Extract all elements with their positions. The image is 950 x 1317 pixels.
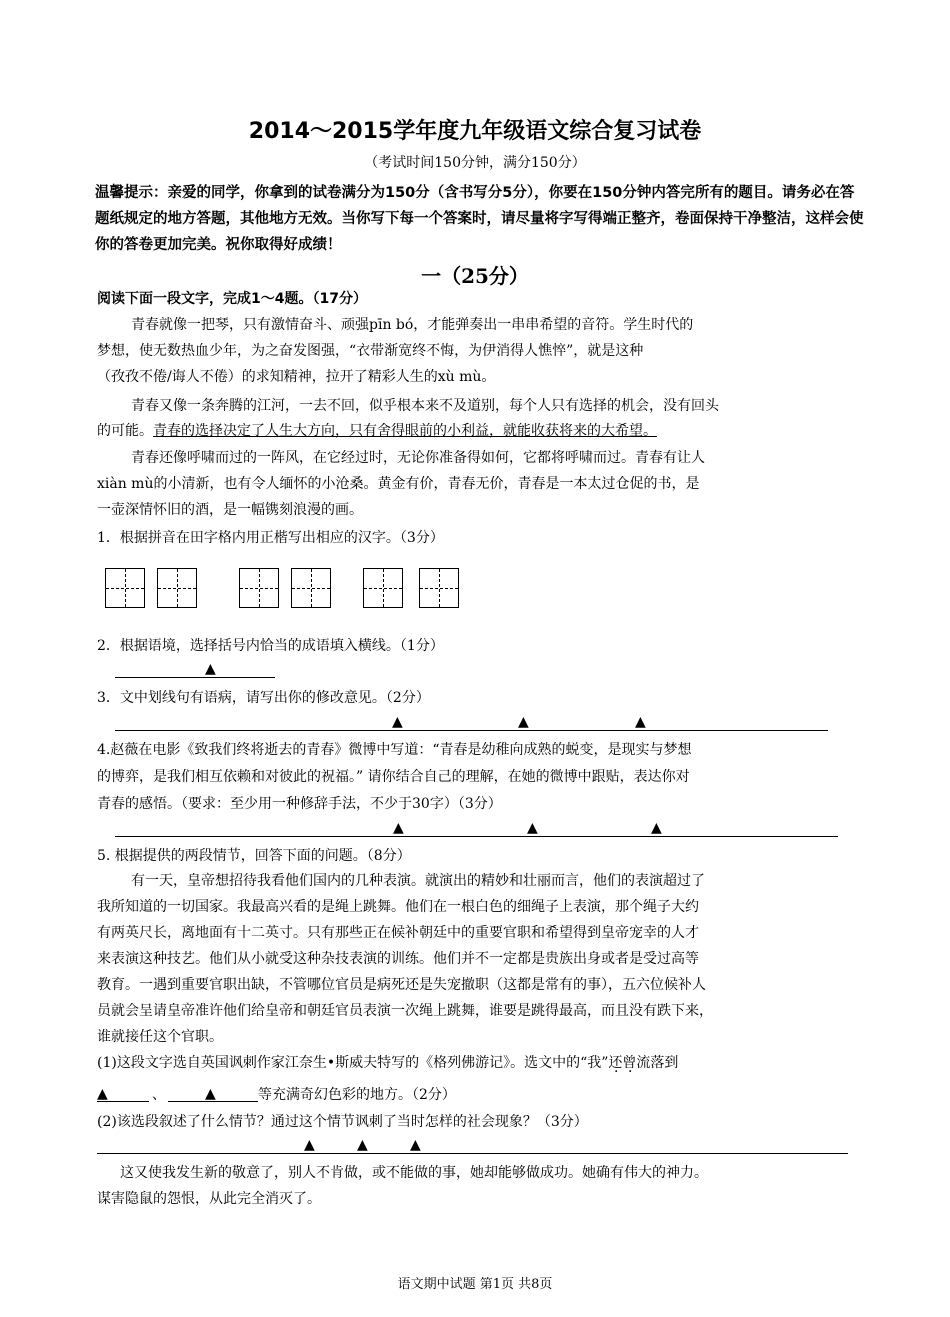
passage-text: 的可能。 [97,423,153,439]
question-4: 4.赵薇在电影《致我们终将逝去的青春》微博中写道：“青春是幼稚向成熟的蜕变，是现实与梦想 [97,742,692,758]
question-3: 3．文中划线句有语病，请写出你的修改意见。（2分） [97,690,430,706]
exam-subtitle: （考试时间150分钟，满分150分） [364,155,586,171]
answer-marker: ▲ [392,714,403,730]
exam-title: 2014～2015学年度九年级语文综合复习试卷 [248,119,702,144]
writing-grid-box[interactable] [291,568,331,608]
question-text: 流落到 [636,1055,679,1071]
question-5: 5. 根据提供的两段情节，回答下面的问题。（8分） [97,848,411,864]
answer-marker: ▲ [527,820,538,836]
answer-line[interactable] [115,677,275,678]
excerpt-line: 我所知道的一切国家。我最高兴看的是绳上跳舞。他们在一根白色的细绳子上表演，那个绳子大约 [97,899,699,915]
passage-line: 梦想，使无数热血少年，为之奋发图强，“衣带渐宽终不悔，为伊消得人憔悴”，就是这种 [97,343,644,359]
answer-marker: ▲ [635,714,646,730]
passage-line: （孜孜不倦/诲人不倦）的求知精神，拉开了精彩人生的xù mù。 [97,369,496,385]
answer-marker: ▲ [651,820,662,836]
passage-line: 青春还像呼啸而过的一阵风，在它经过时，无论你准备得如何，它都将呼啸而过。青春有让人 [131,450,705,466]
passage-line: 一壶深情怀旧的酒，是一幅镌刻浪漫的画。 [97,502,363,518]
emphasis-char: 还 [608,1055,623,1071]
answer-marker: ▲ [97,1086,108,1102]
excerpt-line: 谋害隐鼠的怨恨，从此完全消灭了。 [97,1191,321,1207]
answer-blank[interactable] [97,1101,149,1102]
excerpt-line: 来表演这种技艺。他们从小就受这种杂技表演的训练。他们并不一定都是贵族出身或者是受过高等 [97,951,699,967]
excerpt-line: 教育。一遇到重要官职出缺，不管哪位官员是病死还是失宠撤职（这都是常有的事），五六位候补人 [97,977,706,993]
question-text: 等充满奇幻色彩的地方。（2分） [258,1087,456,1103]
answer-marker: ▲ [205,661,216,677]
writing-grid-box[interactable] [105,568,145,608]
answer-marker: ▲ [518,714,529,730]
passage-line: 青春又像一条奔腾的江河，一去不回，似乎根本来不及道别，每个人只有选择的机会，没有回头 [131,398,719,414]
passage-line: 青春就像一把琴，只有激情奋斗、顽强pīn bó，才能弹奏出一串串希望的音符。学生时代的 [131,317,694,333]
answer-marker: ▲ [304,1137,315,1153]
answer-line[interactable] [97,1153,848,1154]
emphasis-char: 曾 [622,1055,637,1071]
excerpt-line: 谁就接任这个官职。 [97,1029,223,1045]
warm-tip: 温馨提示：亲爱的同学，你拿到的试卷满分为150分（含书写分5分），你要在150分钟内答完所有的题目。请务必在答题纸规定的地方答题，其他地方无效。当你写下每一个答案时，请尽量将字写得端正整齐，卷面保持干净整洁，这样会使你的答卷更加完美。祝你取得好成绩！ [95,185,864,253]
answer-marker: ▲ [393,820,404,836]
answer-marker: ▲ [205,1086,216,1102]
reading-intro: 阅读下面一段文字，完成1～4题。（17分） [97,291,367,307]
underlined-sentence: 青春的选择决定了人生大方向，只有舍得眼前的小利益，就能收获将来的大希望。 [153,423,657,439]
question-1: 1．根据拼音在田字格内用正楷写出相应的汉字。（3分） [97,530,444,546]
question-5-1 [97,1053,678,1073]
question-text: (1)这段文字选自英国讽刺作家江奈生•斯威夫特写的《格列佛游记》。选文中的“我” [97,1055,609,1071]
excerpt-line: 员就会呈请皇帝准许他们给皇帝和朝廷官员表演一次绳上跳舞，谁要是跳得最高，而且没有跌下来， [97,1003,713,1019]
question-2: 2．根据语境，选择括号内恰当的成语填入横线。（1分） [97,638,444,654]
answer-marker: ▲ [357,1137,368,1153]
excerpt-line: 这又使我发生新的敬意了，别人不肯做，或不能做的事，她却能够做成功。她确有伟大的神力。 [120,1165,708,1181]
question-4: 青春的感悟。（要求：至少用一种修辞手法，不少于30字）（3分） [97,796,502,812]
question-4: 的博弈，是我们相互依赖和对彼此的祝福。” 请你结合自己的理解，在她的微博中跟贴，表达你对 [97,769,690,785]
answer-line[interactable] [115,730,828,731]
writing-grid-box[interactable] [419,568,459,608]
excerpt-line: 有两英尺长，离地面有十二英寸。只有那些正在候补朝廷中的重要官职和希望得到皇帝宠幸的人才 [97,925,699,941]
question-5-2: (2)该选段叙述了什么情节？通过这个情节讽刺了当时怎样的社会现象？（3分） [97,1114,588,1130]
excerpt-line: 有一天，皇帝想招待我看他们国内的几种表演。就演出的精妙和壮丽而言，他们的表演超过了 [131,873,705,889]
passage-line: xiàn mù的小清新，也有令人缅怀的小沧桑。黄金有价，青春无价，青春是一本太过仓促的书，是 [97,476,700,492]
answer-line[interactable] [115,836,838,837]
writing-grid-box[interactable] [157,568,197,608]
writing-grid-box[interactable] [363,568,403,608]
answer-marker: ▲ [410,1137,421,1153]
section-heading: 一（25分） [421,264,529,288]
passage-line [97,421,657,441]
writing-grid-box[interactable] [239,568,279,608]
page-footer: 语文期中试题 第1页 共8页 [397,1277,553,1292]
separator: 、 [152,1087,166,1103]
